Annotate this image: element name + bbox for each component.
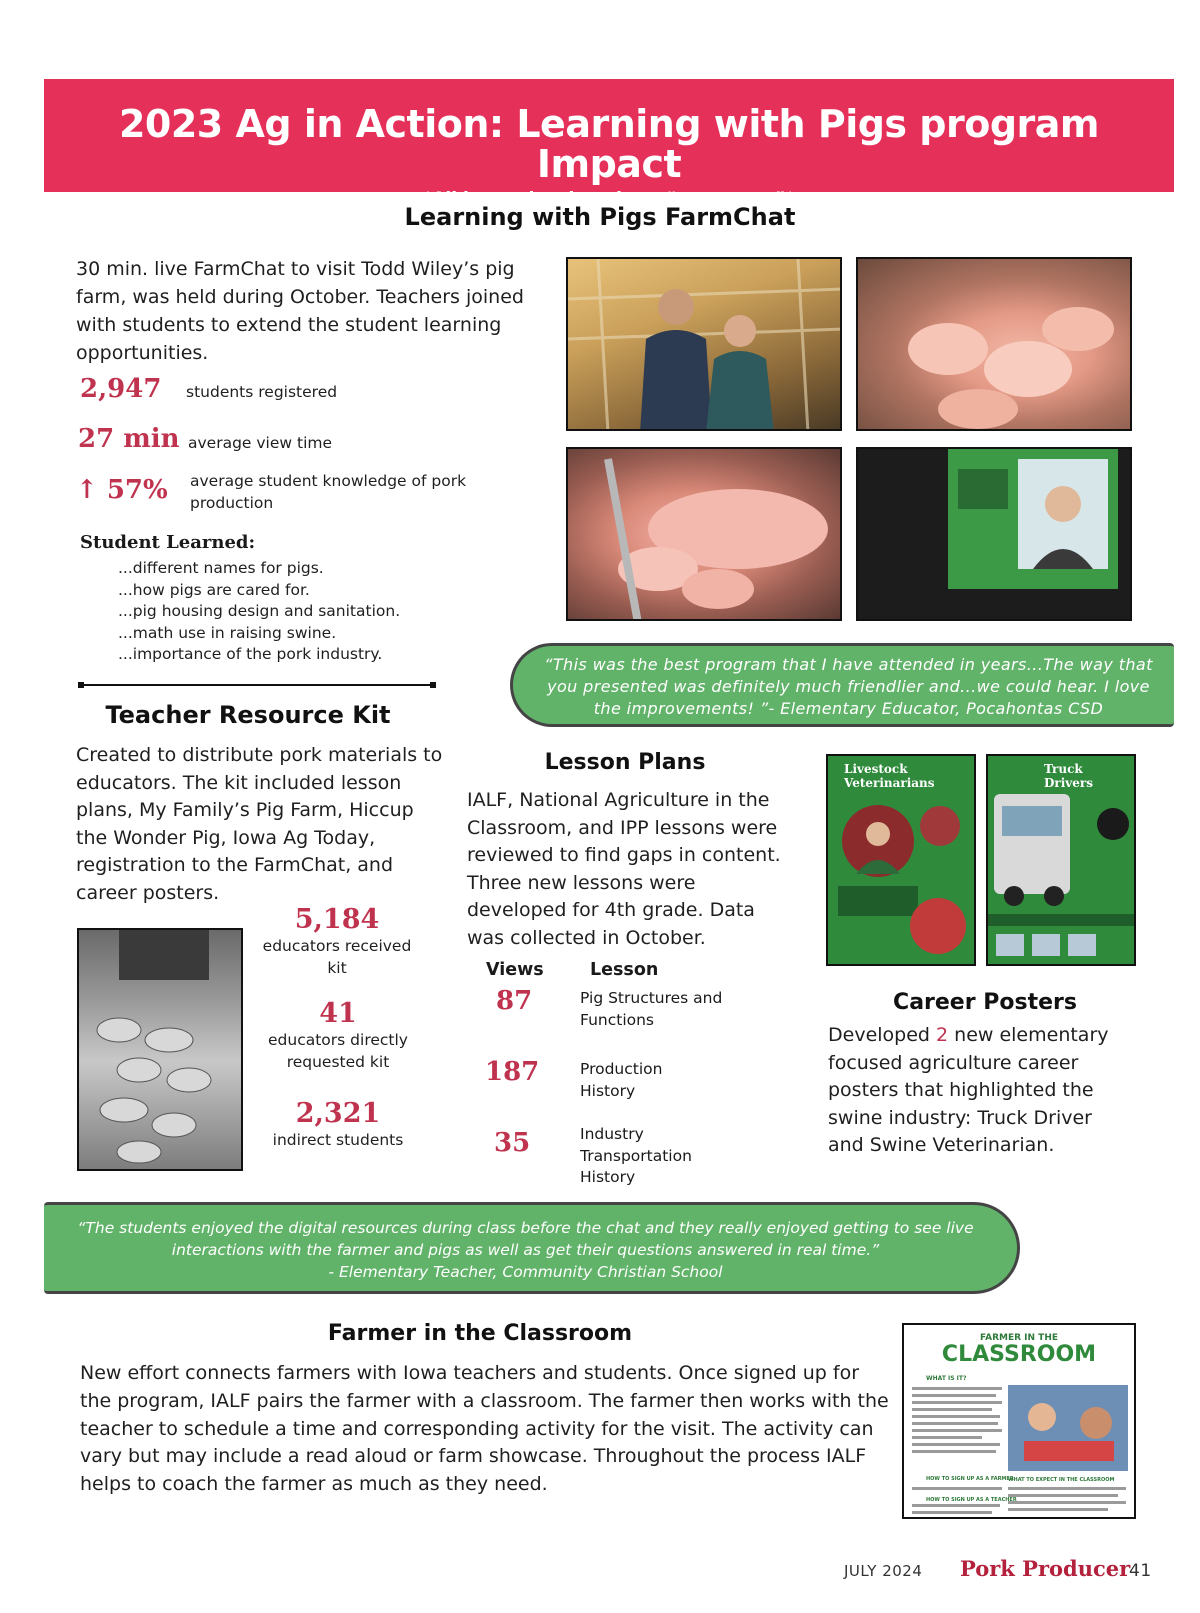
header-banner — [44, 79, 1174, 209]
list-item: ...math use in raising swine. — [118, 623, 337, 642]
farmer-flyer — [902, 1323, 1136, 1519]
lesson-views: 87 — [496, 986, 533, 1016]
flyer-question: WHAT TO EXPECT IN THE CLASSROOM — [1008, 1477, 1115, 1483]
teacher-quote — [44, 1202, 1020, 1294]
sow-illustration — [568, 449, 842, 621]
farmer-photo-illustration — [568, 259, 842, 431]
list-item: ...how pigs are cared for. — [118, 580, 310, 599]
lessons-heading: Lesson Plans — [544, 750, 706, 775]
kit-description: Created to distribute pork materials to educators. The kit included lesson plans, My Family’s Pig Farm, Hiccup the Wonder Pig, Iowa Ag Today, registration to the FarmChat, and career posters. — [76, 744, 443, 904]
farmchat-description: 30 min. live FarmChat to visit Todd Wiley’s pig farm, was held during October. Teachers joined with students to extend the student learning opportunities. — [76, 258, 524, 364]
lesson-views: 187 — [485, 1057, 540, 1087]
lesson-name: Production History — [580, 1060, 663, 1100]
quote-attribution: - Elementary Teacher, Community Christian School — [328, 1263, 723, 1281]
piglets-illustration — [858, 259, 1132, 431]
stat-label: educators directly requested kit — [268, 1031, 408, 1071]
kit-stat — [258, 998, 418, 1073]
farmchat-heading: Learning with Pigs FarmChat — [404, 203, 796, 231]
kit-stat — [262, 904, 412, 979]
piglets-photo — [856, 257, 1132, 431]
flyer-question: WHAT IS IT? — [926, 1375, 967, 1382]
poster-title: Livestock Veterinarians — [844, 762, 935, 790]
sow-photo — [566, 447, 842, 621]
stat-value: 27 min — [78, 424, 180, 454]
lesson-name: Pig Structures and Functions — [580, 989, 723, 1029]
lessons-description: IALF, National Agriculture in the Classroom, and IPP lessons were reviewed to find gaps in content. Three new lessons were developed for 4th grade. Data was collected in October. — [467, 789, 781, 949]
posters-text: Developed — [828, 1024, 937, 1046]
virtual-chat-photo — [856, 447, 1132, 621]
vet-poster — [826, 754, 976, 966]
educator-quote: “This was the best program that I have attended in years...The way that you presented was definitely much friendlier and...we could hear. I love the improvements! ”- Elementary Educator, Pocahontas CSD — [510, 643, 1174, 727]
stat-label: educators received kit — [262, 937, 412, 977]
learned-list — [118, 558, 448, 666]
stat-label: average student knowledge of pork production — [190, 472, 467, 512]
lesson-name: Industry Transportation History — [580, 1125, 692, 1186]
page-subtitle: *All items developed are “evergreen”* — [423, 188, 795, 209]
kit-stat — [258, 1098, 418, 1151]
flyer-top: FARMER IN THE — [979, 1333, 1058, 1343]
stat-label: indirect students — [272, 1131, 404, 1149]
stat-value: 5,184 — [294, 904, 380, 935]
farmer-description: New effort connects farmers with Iowa teachers and students. Once signed up for the program, IALF pairs the farmer with a classroom. The farmer then works with the teacher to schedule a time and corresponding activity for the visit. The activity can vary but may include a read aloud or farm showcase. Throughout the process IALF helps to coach the farmer as much as they need. — [80, 1362, 889, 1496]
section-divider — [78, 684, 436, 686]
stat-value: ↑ 57% — [76, 475, 168, 505]
stat-value: 41 — [319, 998, 357, 1029]
farmer-photo — [566, 257, 842, 431]
pigs-truck-photo — [77, 928, 243, 1171]
list-item: ...different names for pigs. — [118, 559, 324, 577]
posters-count: 2 — [936, 1024, 949, 1046]
flyer-title: CLASSROOM — [941, 1342, 1097, 1367]
quote-text: “The students enjoyed the digital resources during class before the chat and they really enjoyed getting to see live interactions with the farmer and pigs as well as get their questions answered in real time.” — [77, 1219, 974, 1259]
poster-title: Truck Drivers — [1044, 762, 1093, 790]
list-item: ...pig housing design and sanitation. — [118, 602, 401, 620]
screen-illustration — [858, 449, 1132, 621]
stat-value: 2,947 — [80, 374, 162, 404]
pigs-truck-illustration — [79, 930, 243, 1171]
truck-poster-illustration — [988, 784, 1136, 964]
truck-poster — [986, 754, 1136, 966]
col-lesson-header: Lesson — [590, 960, 659, 980]
page-number: 41 — [1129, 1561, 1152, 1581]
footer-date: JULY 2024 — [844, 1562, 923, 1580]
lesson-views: 35 — [494, 1128, 531, 1158]
publication-logo: Pork Producer — [960, 1556, 1131, 1581]
stat-label: average view time — [188, 434, 333, 452]
stat-value: 2,321 — [295, 1098, 381, 1129]
farmer-heading: Farmer in the Classroom — [327, 1321, 633, 1346]
posters-text: new elementary focused agriculture career posters that highlighted the swine industry: Truck Driver and Swine Veterinarian. — [828, 1024, 1109, 1157]
flyer-question: HOW TO SIGN UP AS A TEACHER — [926, 1497, 1017, 1503]
posters-heading: Career Posters — [893, 990, 1077, 1015]
page-title: 2023 Ag in Action: Learning with Pigs program Impact — [118, 102, 1099, 186]
vet-poster-illustration — [828, 786, 976, 966]
learned-title: Student Learned: — [80, 532, 256, 553]
list-item: ...importance of the pork industry. — [118, 645, 383, 663]
stat-label: students registered — [186, 383, 338, 401]
flyer-question: HOW TO SIGN UP AS A FARMER — [926, 1476, 1014, 1482]
col-views-header: Views — [486, 960, 544, 980]
posters-description — [828, 1022, 1128, 1160]
kit-heading: Teacher Resource Kit — [105, 701, 391, 729]
